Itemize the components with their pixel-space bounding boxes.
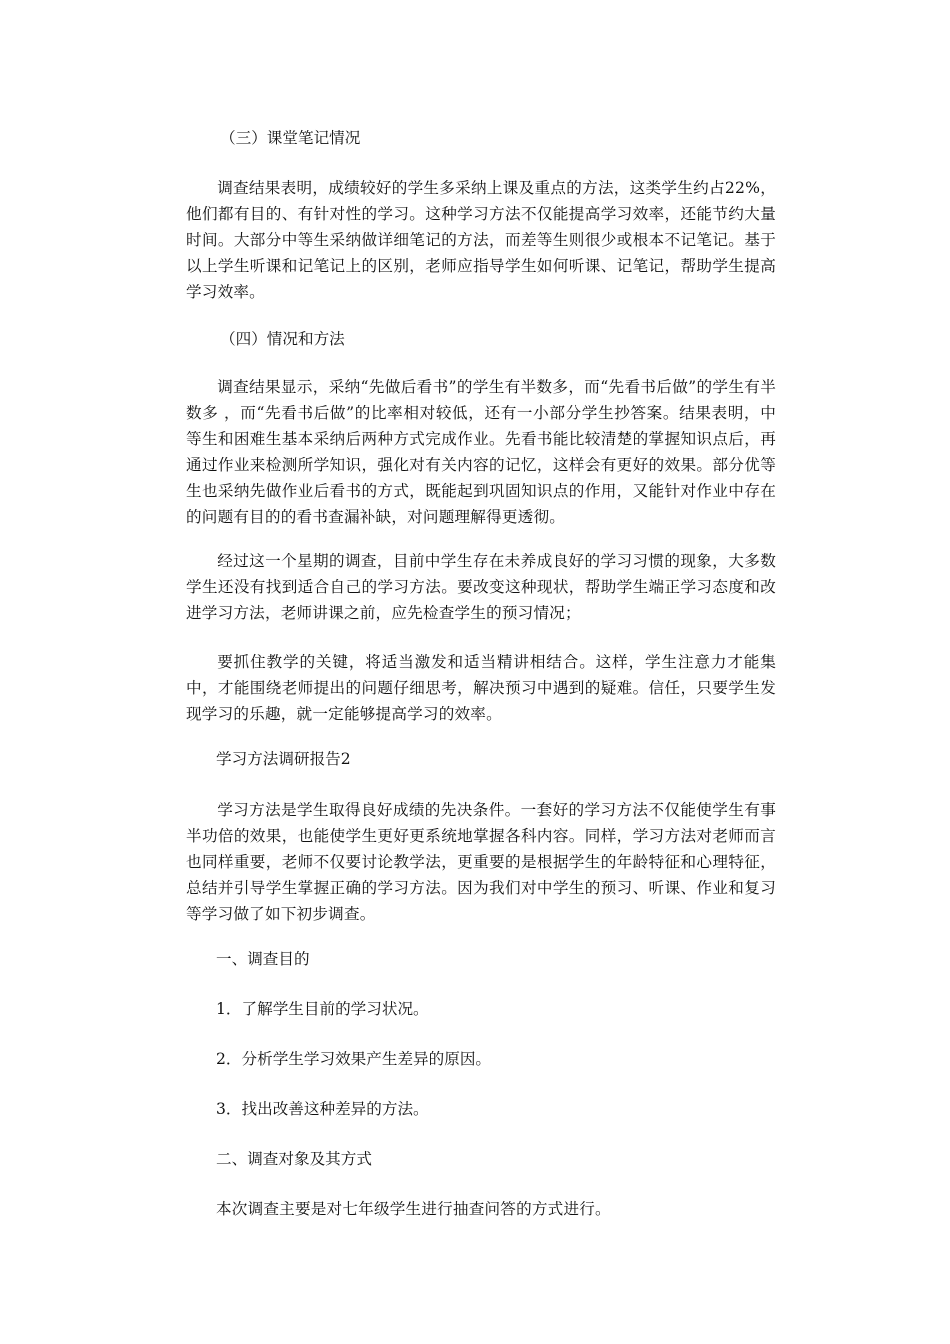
paragraph: 经过这一个星期的调查，目前中学生存在未养成良好的学习习惯的现象，大多数学生还没有找到适合自己的学习方法。要改变这种现状，帮助学生端正学习态度和改进学习方法，老师讲课之前，应先检查学生的预习情况； xyxy=(186,552,776,622)
section-heading: （四）情况和方法 xyxy=(220,330,345,348)
list-item: 2．分析学生学习效果产生差异的原因。 xyxy=(216,1050,492,1068)
paragraph: 要抓住教学的关键，将适当激发和适当精讲相结合。这样，学生注意力才能集中，才能围绕老师提出的问题仔细思考，解决预习中遇到的疑难。信任，只要学生发现学习的乐趣，就一定能够提高学习的效率。 xyxy=(186,653,776,723)
section-heading: （三）课堂笔记情况 xyxy=(220,129,361,147)
list-item: 3．找出改善这种差异的方法。 xyxy=(216,1100,429,1118)
paragraph: 学习方法是学生取得良好成绩的先决条件。一套好的学习方法不仅能使学生有事半功倍的效果，也能使学生更好更系统地掌握各科内容。同样，学习方法对老师而言也同样重要，老师不仅要讨论教学法，更重要的是根据学生的年龄特征和心理特征，总结并引导学生掌握正确的学习方法。因为我们对中学生的预习、听课、作业和复习等学习做了如下初步调查。 xyxy=(186,801,776,923)
section-heading: 二、调查对象及其方式 xyxy=(216,1150,372,1168)
report-title: 学习方法调研报告2 xyxy=(216,750,351,768)
section-heading: 一、调查目的 xyxy=(216,950,310,968)
paragraph: 本次调查主要是对七年级学生进行抽查问答的方式进行。 xyxy=(216,1200,611,1218)
list-item: 1．了解学生目前的学习状况。 xyxy=(216,1000,429,1018)
paragraph: 调查结果显示，采纳“先做后看书”的学生有半数多，而“先看书后做”的学生有半数多 ，而“先看书后做”的比率相对较低，还有一小部分学生抄答案。结果表明，中等生和困难生基本采纳后两种方式完成作业。先看书能比较清楚的掌握知识点后，再通过作业来检测所学知识，强化对有关内容的记忆，这样会有更好的效果。部分优等生也采纳先做作业后看书的方式，既能起到巩固知识点的作用，又能针对作业中存在的问题有目的的看书查漏补缺，对问题理解得更透彻。 xyxy=(186,378,776,526)
paragraph: 调查结果表明，成绩较好的学生多采纳上课及重点的方法，这类学生约占22%，他们都有目的、有针对性的学习。这种学习方法不仅能提高学习效率，还能节约大量时间。大部分中等生采纳做详细笔记的方法，而差等生则很少或根本不记笔记。基于以上学生听课和记笔记上的区别，老师应指导学生如何听课、记笔记，帮助学生提高学习效率。 xyxy=(186,179,776,301)
